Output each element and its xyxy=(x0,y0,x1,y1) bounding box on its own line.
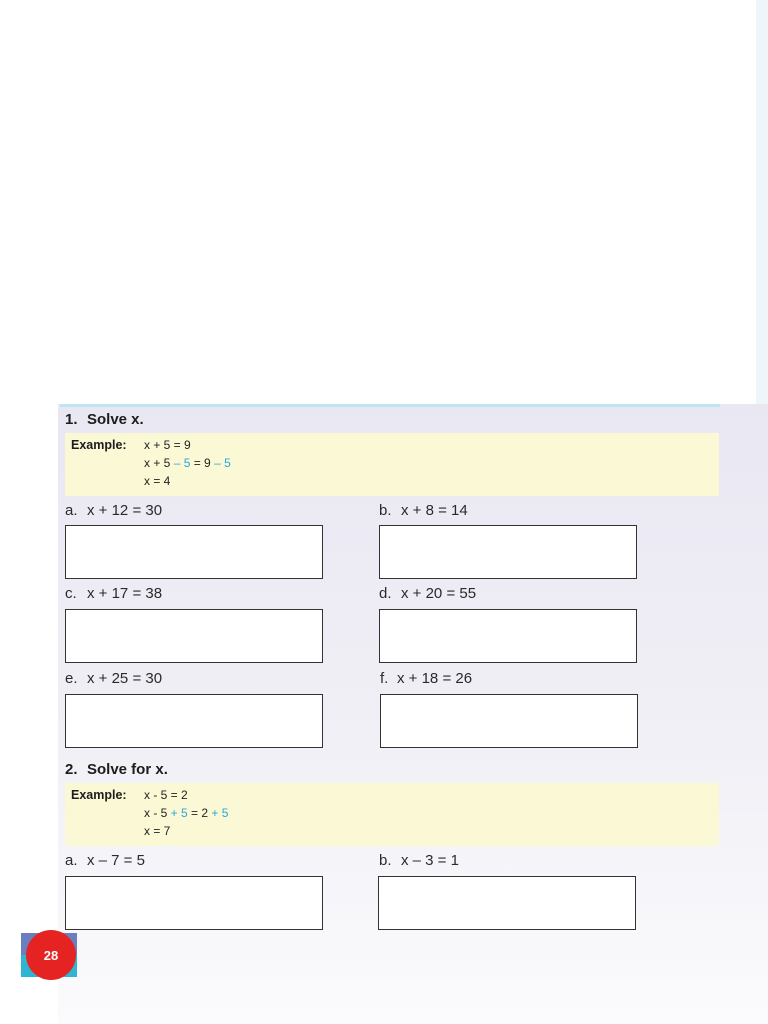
problem-equation: x + 12 = 30 xyxy=(87,502,163,519)
problem-letter: c. xyxy=(65,585,77,602)
problem-equation: x + 20 = 55 xyxy=(401,585,477,602)
example-highlight: + 5 xyxy=(170,806,188,820)
problem-2a-label xyxy=(65,852,145,869)
example-line-3 xyxy=(144,824,170,838)
problem-letter: b. xyxy=(379,502,392,519)
problem-equation: x + 8 = 14 xyxy=(401,502,468,519)
example-highlight: – 5 xyxy=(214,456,231,470)
example-text: x + 5 = 9 xyxy=(144,438,191,452)
problem-equation: x – 3 = 1 xyxy=(401,852,459,869)
problem-letter: a. xyxy=(65,502,78,519)
question-1-example xyxy=(65,433,719,496)
problem-2a-answer-box[interactable] xyxy=(65,876,323,930)
problem-letter: f. xyxy=(380,670,389,687)
problem-letter: e. xyxy=(65,670,78,687)
problem-equation: x + 17 = 38 xyxy=(87,585,163,602)
example-text: x - 5 = 2 xyxy=(144,788,188,802)
problem-equation: x – 7 = 5 xyxy=(87,852,145,869)
problem-1c-answer-box[interactable] xyxy=(65,609,323,663)
example-text: = 9 xyxy=(190,456,215,470)
problem-equation: x + 25 = 30 xyxy=(87,670,163,687)
question-1-title xyxy=(65,411,144,428)
blank-top-area xyxy=(0,0,768,404)
problem-letter: a. xyxy=(65,852,78,869)
problem-2b-answer-box[interactable] xyxy=(378,876,636,930)
problem-1c-label xyxy=(65,585,162,602)
example-text: x = 4 xyxy=(144,474,171,488)
example-text: x + 5 xyxy=(144,456,174,470)
problem-1b-label xyxy=(379,502,468,519)
problem-1f-label xyxy=(380,670,472,687)
example-label: Example: xyxy=(71,438,127,452)
example-text: = 2 xyxy=(187,806,212,820)
question-2-text: Solve for x. xyxy=(87,761,168,778)
problem-2b-label xyxy=(379,852,459,869)
question-2-number: 2. xyxy=(65,761,78,778)
example-text: x = 7 xyxy=(144,824,171,838)
problem-1b-answer-box[interactable] xyxy=(379,525,637,579)
example-line-2 xyxy=(144,806,228,820)
problem-1f-answer-box[interactable] xyxy=(380,694,638,748)
problem-1e-label xyxy=(65,670,162,687)
question-1-number: 1. xyxy=(65,411,78,428)
question-2-example xyxy=(65,783,719,846)
problem-1e-answer-box[interactable] xyxy=(65,694,323,748)
page-number-badge: 28 xyxy=(26,930,76,980)
question-1-text: Solve x. xyxy=(87,411,144,428)
problem-1a-answer-box[interactable] xyxy=(65,525,323,579)
example-line-2 xyxy=(144,456,231,470)
problem-letter: d. xyxy=(379,585,392,602)
worksheet-top-border xyxy=(60,404,720,407)
example-label: Example: xyxy=(71,788,127,802)
example-highlight: – 5 xyxy=(173,456,191,470)
example-line-1 xyxy=(144,788,188,802)
problem-1d-answer-box[interactable] xyxy=(379,609,637,663)
problem-letter: b. xyxy=(379,852,392,869)
problem-equation: x + 18 = 26 xyxy=(397,670,473,687)
question-2-title xyxy=(65,761,168,778)
example-highlight: + 5 xyxy=(211,806,229,820)
example-line-1 xyxy=(144,438,191,452)
example-text: x - 5 xyxy=(144,806,171,820)
example-line-3 xyxy=(144,474,170,488)
problem-1a-label xyxy=(65,502,162,519)
problem-1d-label xyxy=(379,585,476,602)
